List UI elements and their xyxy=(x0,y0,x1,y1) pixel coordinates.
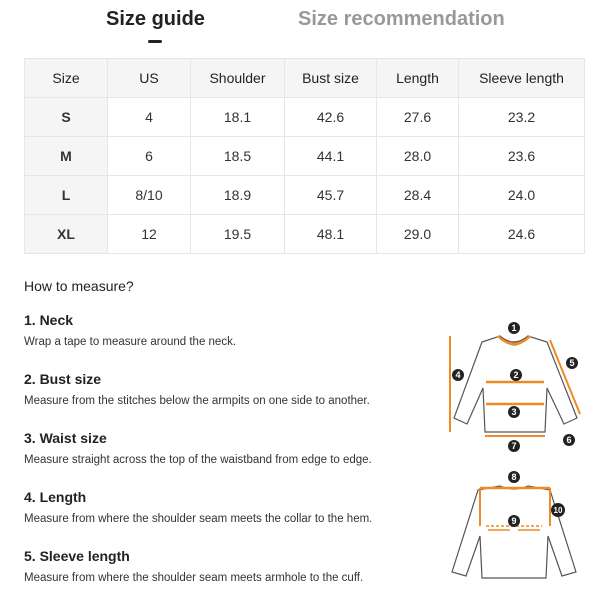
size-table xyxy=(24,58,585,254)
column-header: US xyxy=(108,59,191,98)
table-cell: 48.1 xyxy=(285,215,377,254)
table-row xyxy=(25,137,585,176)
table-row xyxy=(25,176,585,215)
step-description: Measure from the stitches below the armpits on one side to another. xyxy=(24,395,370,407)
table-cell: 18.9 xyxy=(191,176,285,215)
front-garment-diagram xyxy=(440,318,585,458)
step-title: 3. Waist size xyxy=(24,430,107,446)
table-cell: 23.6 xyxy=(459,137,585,176)
tab-bar xyxy=(0,8,590,40)
marker-label: 8 xyxy=(511,472,517,482)
measure-step xyxy=(24,548,363,584)
table-cell: 44.1 xyxy=(285,137,377,176)
marker-label: 4 xyxy=(455,370,461,380)
table-cell: 29.0 xyxy=(377,215,459,254)
table-cell: 19.5 xyxy=(191,215,285,254)
marker-label: 7 xyxy=(511,441,517,451)
table-cell: 12 xyxy=(108,215,191,254)
back-garment-diagram xyxy=(440,466,585,584)
table-cell: 45.7 xyxy=(285,176,377,215)
table-cell: 4 xyxy=(108,98,191,137)
how-to-measure-title: How to measure? xyxy=(24,278,134,294)
sweater-outline xyxy=(452,486,576,578)
measure-step xyxy=(24,312,236,348)
column-header: Length xyxy=(377,59,459,98)
size-cell: M xyxy=(25,137,108,176)
step-description: Wrap a tape to measure around the neck. xyxy=(24,336,237,348)
measure-step xyxy=(24,371,370,407)
measure-step xyxy=(24,489,372,525)
table-cell: 24.6 xyxy=(459,215,585,254)
column-header: Bust size xyxy=(285,59,377,98)
table-cell: 24.0 xyxy=(459,176,585,215)
active-tab-indicator xyxy=(148,40,162,43)
tab-size-guide[interactable]: Size guide xyxy=(106,8,205,30)
step-description: Measure straight across the top of the waistband from edge to edge. xyxy=(24,454,372,466)
column-header: Sleeve length xyxy=(459,59,585,98)
marker-label: 2 xyxy=(513,370,519,380)
table-row xyxy=(25,215,585,254)
size-cell: L xyxy=(25,176,108,215)
marker-label: 9 xyxy=(511,516,517,526)
step-title: 4. Length xyxy=(24,489,87,505)
size-cell: XL xyxy=(25,215,108,254)
marker-label: 5 xyxy=(569,358,575,368)
table-cell: 28.0 xyxy=(377,137,459,176)
size-cell: S xyxy=(25,98,108,137)
table-cell: 8/10 xyxy=(108,176,191,215)
marker-label: 1 xyxy=(511,323,517,333)
step-title: 5. Sleeve length xyxy=(24,548,130,564)
table-cell: 28.4 xyxy=(377,176,459,215)
table-row xyxy=(25,98,585,137)
marker-label: 3 xyxy=(511,407,517,417)
marker-label: 6 xyxy=(566,435,572,445)
table-cell: 18.5 xyxy=(191,137,285,176)
table-cell: 23.2 xyxy=(459,98,585,137)
step-title: 1. Neck xyxy=(24,312,74,328)
step-description: Measure from where the shoulder seam meets the collar to the hem. xyxy=(24,513,373,525)
table-header-row xyxy=(25,59,585,98)
table-cell: 27.6 xyxy=(377,98,459,137)
table-cell: 6 xyxy=(108,137,191,176)
column-header: Size xyxy=(25,59,108,98)
marker-label: 10 xyxy=(553,506,563,515)
measure-step xyxy=(24,430,372,466)
column-header: Shoulder xyxy=(191,59,285,98)
tab-size-recommendation[interactable]: Size recommendation xyxy=(298,8,505,30)
table-cell: 18.1 xyxy=(191,98,285,137)
step-description: Measure from where the shoulder seam meets armhole to the cuff. xyxy=(24,572,364,584)
table-cell: 42.6 xyxy=(285,98,377,137)
step-title: 2. Bust size xyxy=(24,371,102,387)
